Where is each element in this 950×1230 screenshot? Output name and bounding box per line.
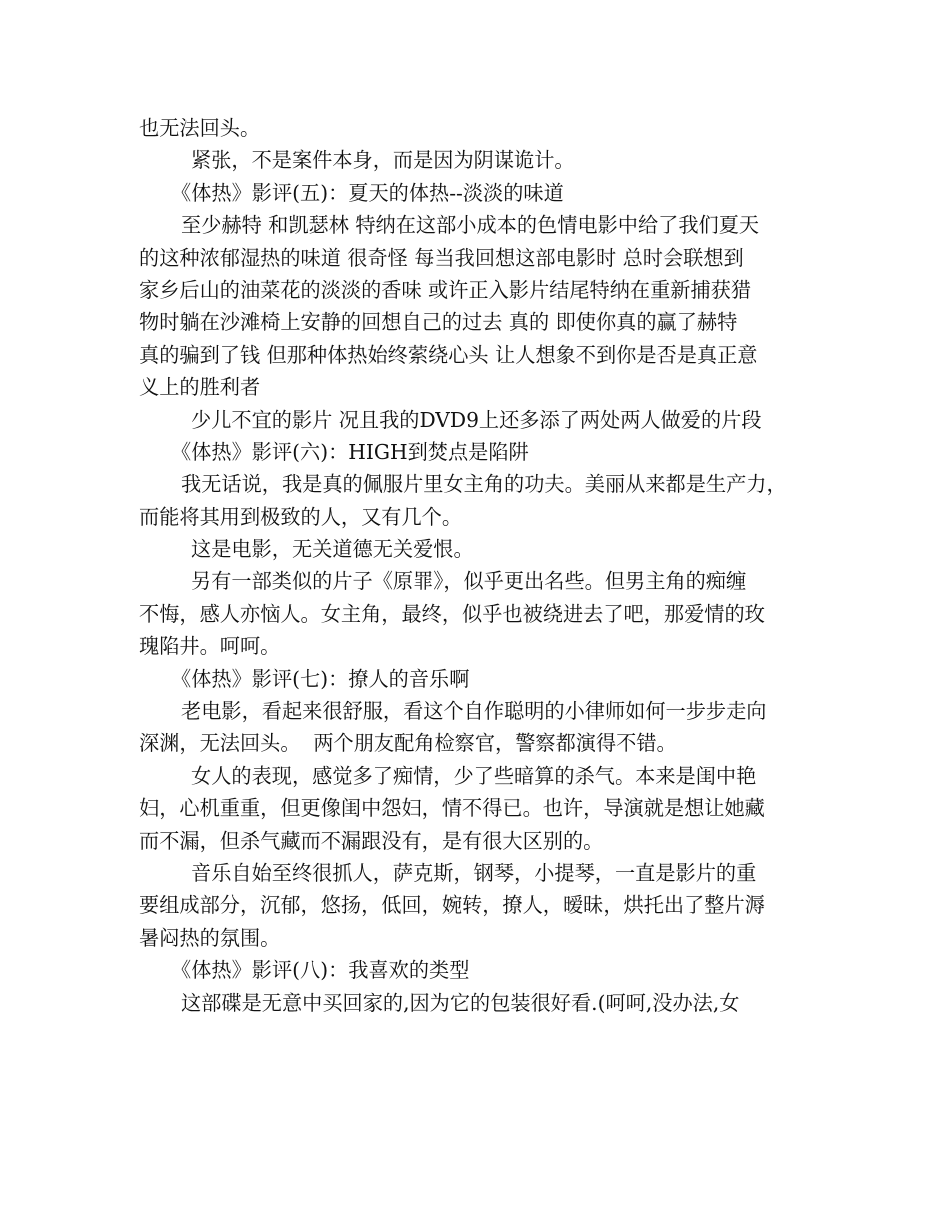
section-heading: 《体热》影评(七)：撩人的音乐啊 bbox=[171, 666, 470, 691]
text-line: 不悔，感人亦恼人。女主角，最终，似乎也被绕进去了吧，那爱情的玫 bbox=[139, 601, 765, 626]
text-line: 至少赫特 和凯瑟林 特纳在这部小成本的色情电影中给了我们夏天 bbox=[181, 213, 760, 238]
text-line: 妇，心机重重，但更像闺中怨妇，情不得已。也许，导演就是想让她藏 bbox=[139, 796, 765, 821]
text-line: 音乐自始至终很抓人，萨克斯，钢琴，小提琴，一直是影片的重 bbox=[191, 860, 757, 885]
text-line: 瑰陷井。呵呵。 bbox=[139, 634, 281, 659]
text-line: 物时躺在沙滩椅上安静的回想自己的过去 真的 即使你真的赢了赫特 bbox=[139, 310, 738, 335]
text-line: 女人的表现，感觉多了痴情，少了些暗算的杀气。本来是闺中艳 bbox=[191, 763, 757, 788]
text-line: 深渊，无法回头。 两个朋友配角检察官，警察都演得不错。 bbox=[139, 731, 677, 756]
text-line: 要组成部分，沉郁，悠扬，低回，婉转，撩人，暧昧，烘托出了整片溽 bbox=[139, 893, 765, 918]
text-line: 的这种浓郁湿热的味道 很奇怪 每当我回想这部电影时 总时会联想到 bbox=[139, 245, 744, 270]
text-line: 老电影，看起来很舒服，看这个自作聪明的小律师如何一步步走向 bbox=[181, 699, 767, 724]
text-line: 也无法回头。 bbox=[139, 116, 261, 140]
text-line: 这部碟是无意中买回家的,因为它的包装很好看.(呵呵,没办法,女 bbox=[181, 990, 740, 1015]
document-page bbox=[139, 112, 811, 1019]
section-heading: 《体热》影评(六)：HIGH到焚点是陷阱 bbox=[171, 439, 529, 464]
text-line: 暑闷热的氛围。 bbox=[139, 925, 281, 950]
text-line: 另有一部类似的片子《原罪》，似乎更出名些。但男主角的痴缠 bbox=[191, 569, 747, 594]
text-line: 少儿不宜的影片 况且我的DVD9上还多添了两处两人做爱的片段 bbox=[191, 407, 762, 432]
text-line: 真的骗到了钱 但那种体热始终萦绕心头 让人想象不到你是否是真正意 bbox=[139, 342, 758, 367]
text-line: 这是电影，无关道德无关爱恨。 bbox=[191, 537, 474, 562]
text-line: 而不漏，但杀气藏而不漏跟没有，是有很大区别的。 bbox=[139, 828, 604, 853]
section-heading: 《体热》影评(八)：我喜欢的类型 bbox=[171, 958, 470, 983]
text-line: 紧张，不是案件本身，而是因为阴谋诡计。 bbox=[191, 148, 575, 173]
text-line: 家乡后山的油菜花的淡淡的香味 或许正入影片结尾特纳在重新捕获猎 bbox=[139, 277, 752, 302]
section-heading: 《体热》影评(五)：夏天的体热--淡淡的味道 bbox=[171, 180, 564, 205]
text-line: 我无话说，我是真的佩服片里女主角的功夫。美丽从来都是生产力， bbox=[181, 472, 787, 497]
text-line: 而能将其用到极致的人，又有几个。 bbox=[139, 504, 463, 529]
text-line: 义上的胜利者 bbox=[139, 375, 261, 400]
